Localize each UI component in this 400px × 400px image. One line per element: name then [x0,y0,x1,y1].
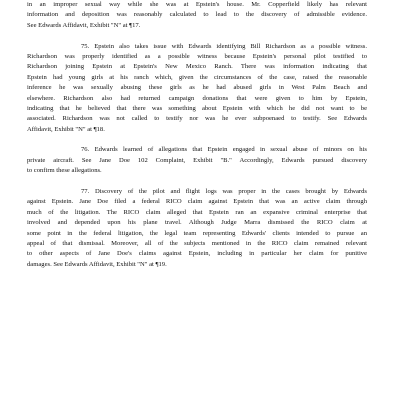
text-line: to confirm these allegations. [27,167,102,175]
text-line: See Edwards Affidavit, Exhibit "N" at ¶17. [27,21,141,29]
text-line: elsewhere. Richardson also had returned campaign donations that were given to him by Epstein, [27,94,367,102]
text-line: Richardson was properly identified as a possible witness because Epstein's personal pilot testified to [27,52,367,60]
text-line: 77. Discovery of the pilot and flight logs was proper in the cases brought by Edwards [81,188,367,196]
text-line: Affidavit, Exhibit "N" at ¶18. [27,125,105,133]
text-line: 76. Edwards learned of allegations that Epstein engaged in sexual abuse of minors on his [81,146,367,154]
text-line: 75. Epstein also takes issue with Edwards identifying Bill Richardson as a possible witness. [81,42,367,50]
text-line: involved and depended upon his plane travel. Although Judge Marra dismissed the RICO claim at [27,219,367,227]
paragraph-77 [27,187,367,270]
text-line: Epstein had young girls at his ranch which, given the circumstances of the case, raised the reasonable [27,73,367,81]
text-line: some point in the federal litigation, the legal team representing Edwards' clients intended to pursue an [27,229,367,237]
paragraph-75 [27,42,367,136]
text-line: inference he was sexually abusing these girls as he had abused girls in West Palm Beach and [27,84,367,92]
text-line: private aircraft. See Jane Doe 102 Complaint, Exhibit "B." Accordingly, Edwards pursued discovery [27,156,367,164]
text-line: against Epstein. Jane Doe filed a federal RICO claim against Epstein that was an active claim through [27,198,367,206]
text-line: appeal of that dismissal. Moreover, all of the subjects mentioned in the RICO claim remained relevant [27,239,367,247]
text-line: associated. Richardson was not called to testify nor was he ever subpoenaed to testify. See Edwards [27,115,367,123]
text-line: damages. See Edwards Affidavit, Exhibit "N" at ¶19. [27,260,167,268]
paragraph-76 [27,145,367,176]
text-line: information and deposition was reasonably calculated to lead to the discovery of admissible evidence. [27,11,367,19]
text-line: to other aspects of Jane Doe's claims against Epstein, including in particular her claim for punitive [27,250,367,258]
text-line: much of the litigation. The RICO claim alleged that Epstein ran an expansive criminal enterprise that [27,208,367,216]
text-line: Richardson joining Epstein at Epstein's New Mexico Ranch. There was information indicating that [27,63,367,71]
text-line: in an improper sexual way while she was at Epstein's house. Mr. Copperfield likely has relevant [27,1,367,8]
text-line: indicating that he believed that there was something about Epstein with which he did not want to be [27,104,367,112]
paragraph-continued [27,0,367,31]
